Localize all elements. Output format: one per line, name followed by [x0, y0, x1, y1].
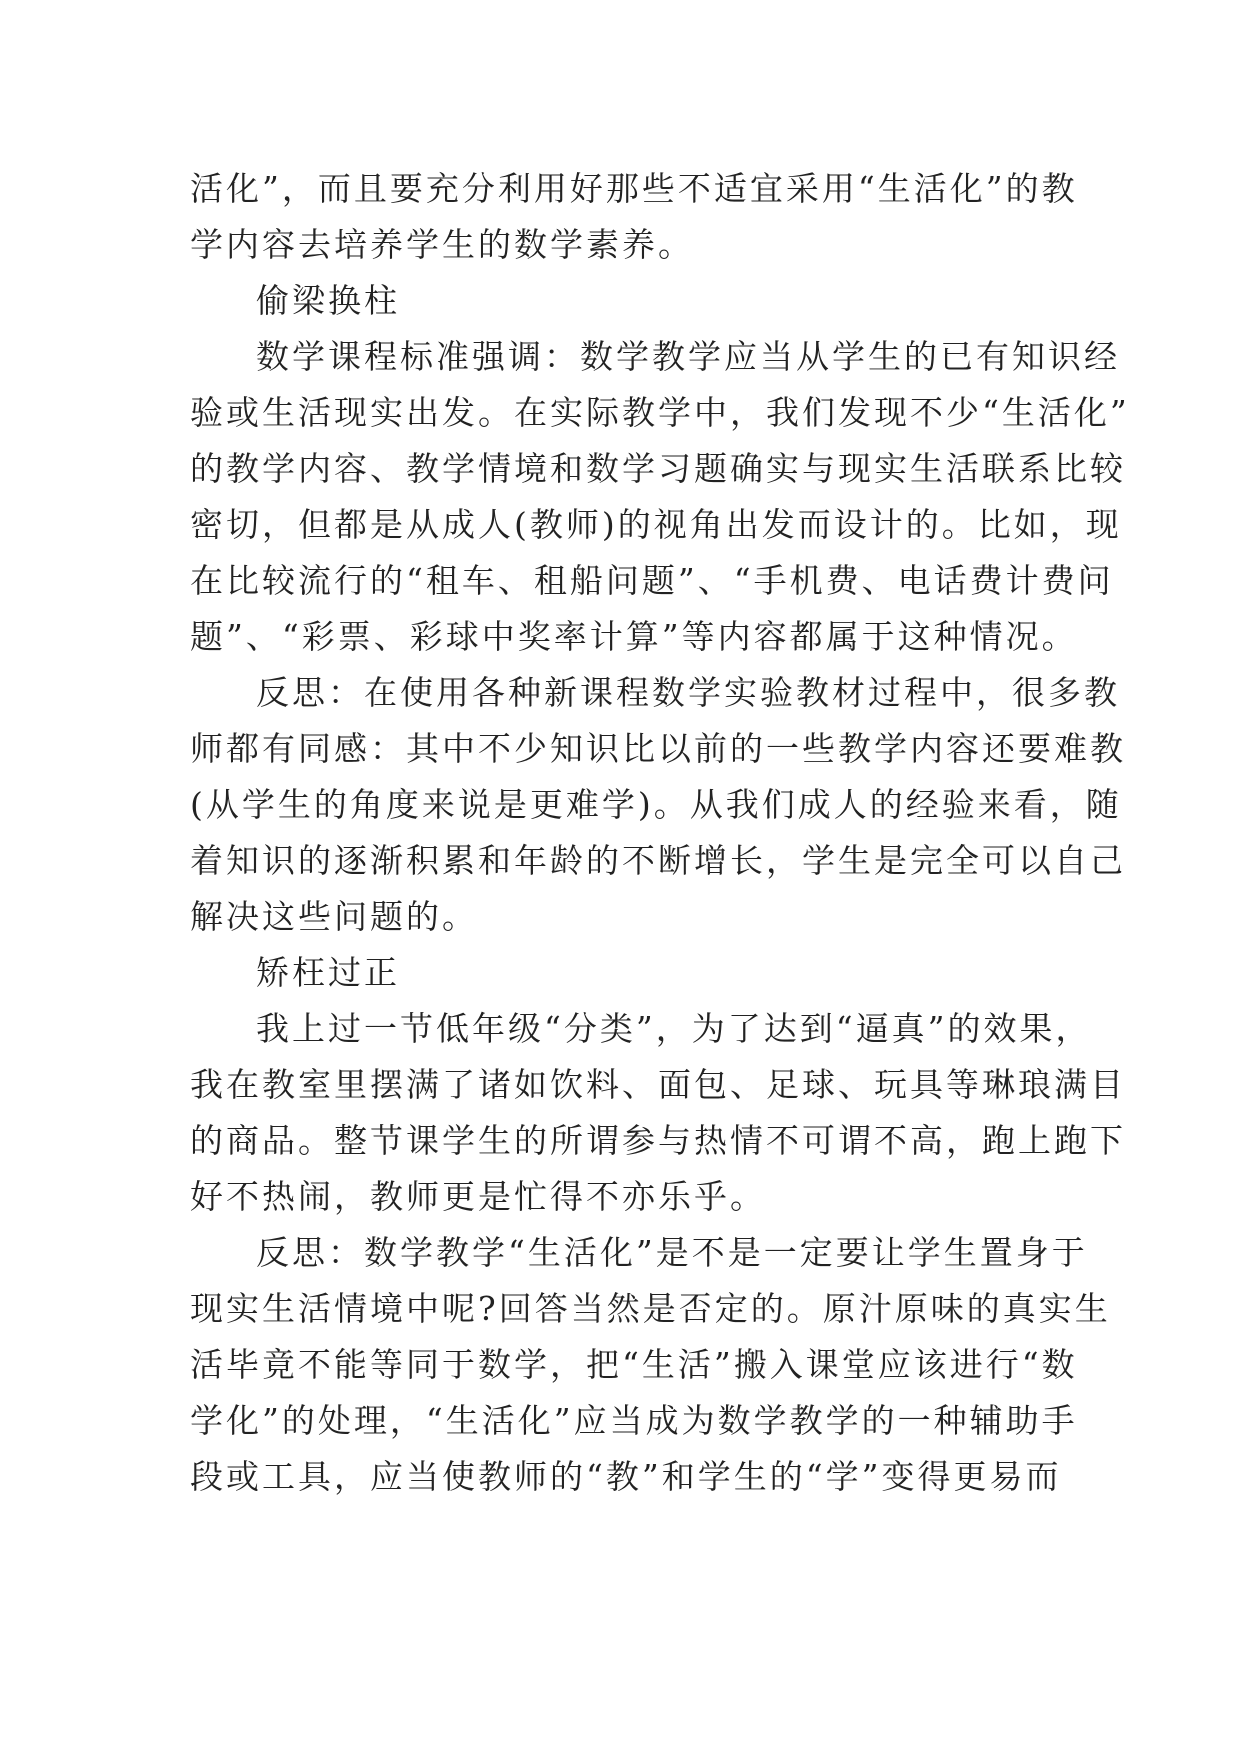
text-line: 好不热闹，教师更是忙得不亦乐乎。: [190, 1177, 766, 1216]
text-line: 活化”，而且要充分利用好那些不适宜采用“生活化”的教: [190, 169, 1078, 208]
text-line: 学化”的处理，“生活化”应当成为数学教学的一种辅助手: [190, 1401, 1078, 1440]
section-heading: 矫枉过正: [256, 953, 400, 992]
text-line: 现实生活情境中呢?回答当然是否定的。原汁原味的真实生: [190, 1289, 1111, 1328]
text-line: 在比较流行的“租车、租船问题”、“手机费、电话费计费问: [190, 561, 1114, 600]
text-line: 师都有同感：其中不少知识比以前的一些教学内容还要难教: [190, 729, 1126, 768]
text-line: 解决这些问题的。: [190, 897, 478, 936]
text-line: 段或工具，应当使教师的“教”和学生的“学”变得更易而: [190, 1457, 1062, 1496]
text-line: 我上过一节低年级“分类”，为了达到“逼真”的效果，: [256, 1009, 1092, 1048]
text-line: 的教学内容、教学情境和数学习题确实与现实生活联系比较: [190, 449, 1126, 488]
text-line: 着知识的逐渐积累和年龄的不断增长，学生是完全可以自己: [190, 841, 1126, 880]
text-line: 验或生活现实出发。在实际教学中，我们发现不少“生活化”: [190, 393, 1130, 432]
text-line: 学内容去培养学生的数学素养。: [190, 225, 694, 264]
text-line: 密切，但都是从成人(教师)的视角出发而设计的。比如，现: [190, 505, 1122, 544]
text-line: 反思：数学教学“生活化”是不是一定要让学生置身于: [256, 1233, 1088, 1272]
text-line: 数学课程标准强调：数学教学应当从学生的已有知识经: [256, 337, 1120, 376]
text-line: 我在教室里摆满了诸如饮料、面包、足球、玩具等琳琅满目: [190, 1065, 1126, 1104]
text-line: 的商品。整节课学生的所谓参与热情不可谓不高，跑上跑下: [190, 1121, 1126, 1160]
text-line: 活毕竟不能等同于数学，把“生活”搬入课堂应该进行“数: [190, 1345, 1078, 1384]
text-line: 反思：在使用各种新课程数学实验教材过程中，很多教: [256, 673, 1120, 712]
text-line: 题”、“彩票、彩球中奖率计算”等内容都属于这种情况。: [190, 617, 1078, 656]
section-heading: 偷梁换柱: [256, 281, 400, 320]
text-line: (从学生的角度来说是更难学)。从我们成人的经验来看，随: [190, 785, 1122, 824]
